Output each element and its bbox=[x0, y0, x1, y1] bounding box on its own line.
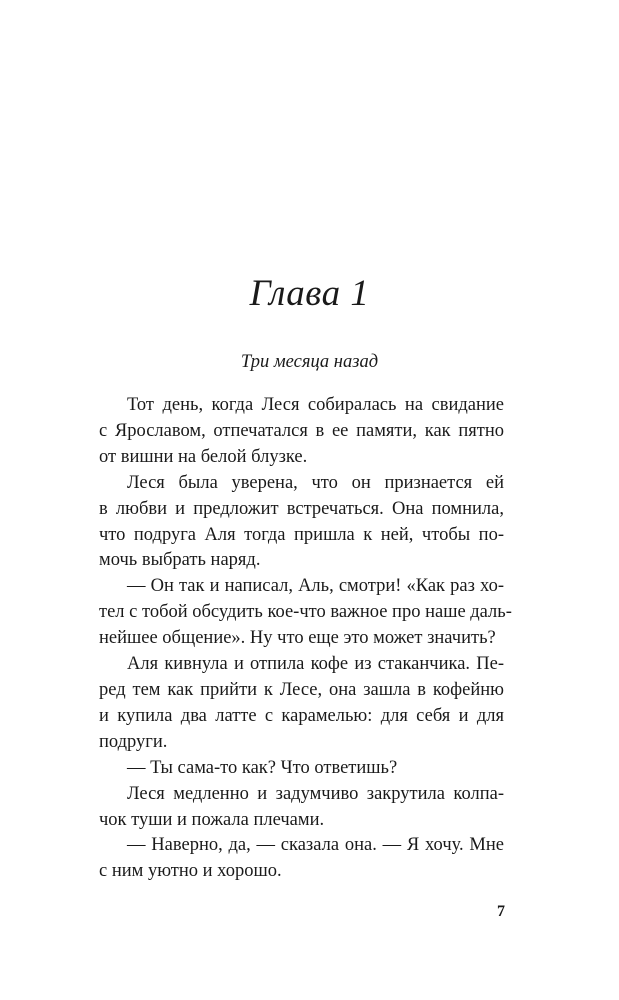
text-line: ред тем как прийти к Лесе, она зашла в кофейню bbox=[99, 679, 504, 700]
text-line: тел с тобой обсудить кое-что важное про наше даль- bbox=[99, 602, 512, 623]
text-line: Леся медленно и задумчиво закрутила колпа- bbox=[127, 783, 504, 804]
page-number: 7 bbox=[497, 903, 505, 920]
text-line: Тот день, когда Леся собиралась на свидание bbox=[127, 395, 504, 415]
paragraph bbox=[99, 393, 504, 471]
text-line: Леся была уверена, что он признается ей bbox=[127, 472, 504, 493]
text-line: с Ярославом, отпечатался в ее памяти, как пятно bbox=[99, 420, 504, 441]
paragraph bbox=[99, 652, 504, 756]
chapter-title: Глава 1 bbox=[249, 273, 370, 314]
text-line: и купила два латте с карамелью: для себя и для bbox=[99, 705, 504, 726]
text-line: — Наверно, да, — сказала она. — Я хочу. Мне bbox=[127, 835, 504, 856]
text-line: от вишни на белой блузке. bbox=[99, 446, 308, 467]
text-line: — Ты сама-то как? Что ответишь? bbox=[127, 757, 398, 778]
text-line: Аля кивнула и отпила кофе из стаканчика. Пе- bbox=[127, 654, 504, 675]
text-line: что подруга Аля тогда пришла к ней, чтобы по- bbox=[99, 524, 504, 545]
text-line: подруги. bbox=[99, 731, 168, 752]
chapter-subtitle: Три месяца назад bbox=[240, 352, 379, 372]
paragraph bbox=[99, 833, 504, 885]
text-line: нейшее общение». Ну что еще это может значить? bbox=[99, 628, 496, 649]
text-line: в любви и предложит встречаться. Она помнила, bbox=[99, 498, 504, 519]
paragraph bbox=[99, 782, 504, 834]
text-line: с ним уютно и хорошо. bbox=[99, 861, 282, 882]
text-line: чок туши и пожала плечами. bbox=[99, 809, 325, 830]
text-line: мочь выбрать наряд. bbox=[99, 550, 261, 571]
text-line: — Он так и написал, Аль, смотри! «Как раз хо- bbox=[127, 576, 504, 597]
body-text bbox=[99, 393, 512, 885]
paragraph bbox=[99, 471, 504, 575]
paragraph bbox=[99, 574, 512, 652]
paragraph bbox=[99, 756, 504, 782]
